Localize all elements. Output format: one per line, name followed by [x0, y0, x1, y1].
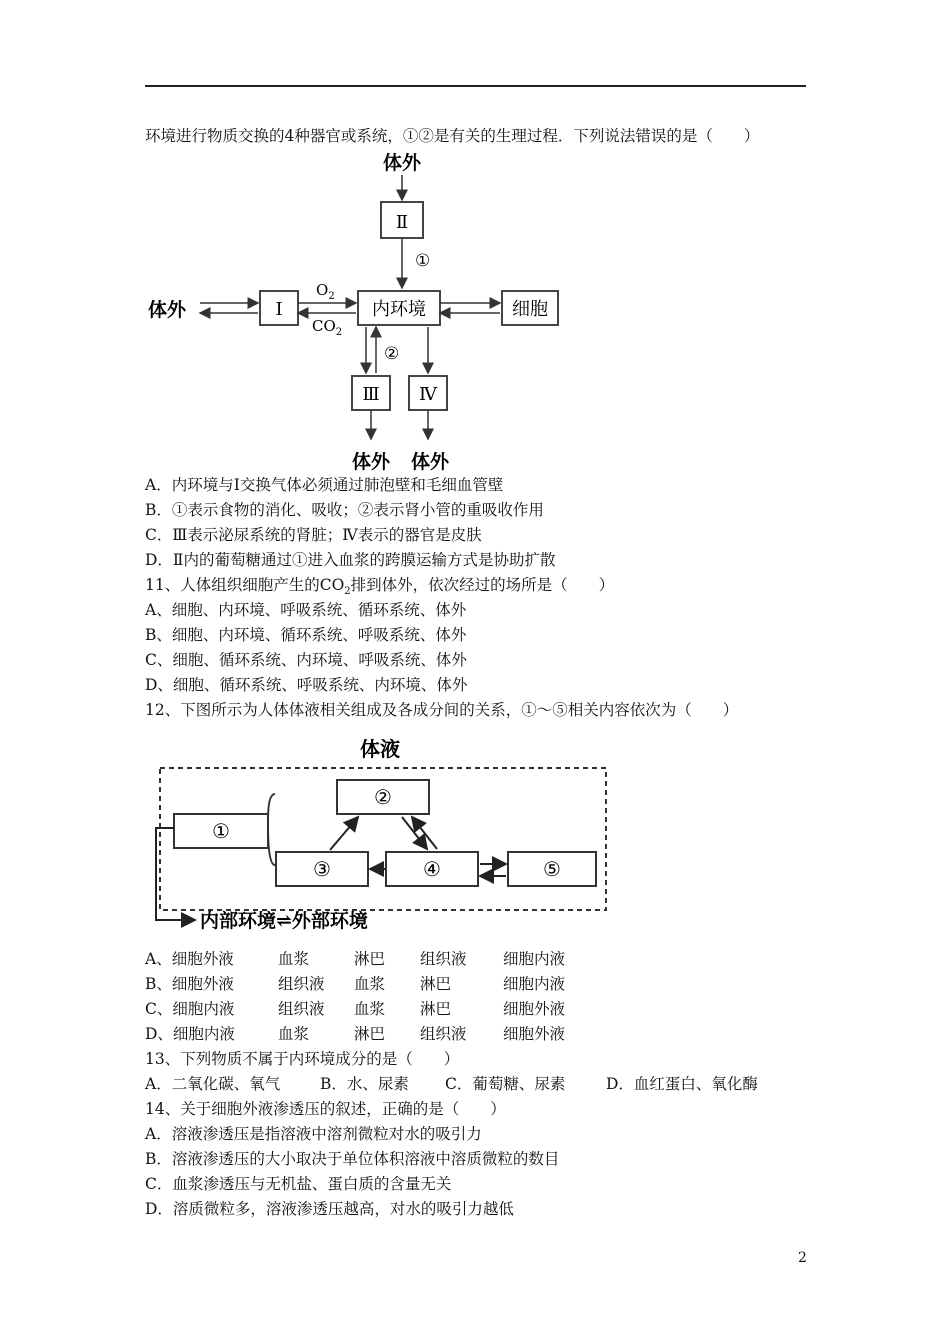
q13-stem: 13、下列物质不属于内环境成分的是（ ）	[145, 1050, 460, 1068]
page-number: 2	[798, 1250, 807, 1266]
q12-a-1: A、细胞外液	[145, 950, 234, 968]
q12-d-5: 细胞外液	[503, 1025, 566, 1043]
question-10-intro: 环境进行物质交换的4种器官或系统，①②是有关的生理过程．下列说法错误的是（ ）	[145, 127, 760, 145]
q11-option-d: D、细胞、循环系统、呼吸系统、内环境、体外	[145, 676, 468, 694]
q12-a-3: 淋巴	[354, 950, 386, 968]
q11-option-b: B、细胞、内环境、循环系统、呼吸系统、体外	[145, 626, 467, 644]
q11-option-c: C、细胞、循环系统、内环境、呼吸系统、体外	[145, 651, 467, 669]
q14-option-a: A．溶液渗透压是指溶液中溶剂微粒对水的吸引力	[145, 1125, 482, 1143]
q13-option-b: B．水、尿素	[320, 1075, 409, 1093]
q12-b-2: 组织液	[278, 975, 325, 993]
node-3-label: ③	[313, 857, 331, 881]
diagram-organ-systems	[140, 145, 580, 475]
q10-option-a: A．内环境与Ⅰ交换气体必须通过肺泡壁和毛细血管壁	[145, 476, 504, 494]
box-IV-label: Ⅳ	[419, 384, 437, 405]
co2-label: $CO_2$	[312, 317, 343, 338]
q13-option-c: C．葡萄糖、尿素	[445, 1075, 566, 1093]
process-2-label: ②	[384, 344, 400, 364]
q12-d-3: 淋巴	[354, 1025, 386, 1043]
q12-c-3: 血浆	[354, 1000, 386, 1018]
node-2-label: ②	[374, 785, 392, 809]
q13-option-d: D．血红蛋白、氧化酶	[606, 1075, 758, 1093]
header-rule	[145, 85, 806, 87]
xi-bao-label: 细胞	[512, 299, 548, 320]
box-I-label: Ⅰ	[275, 299, 283, 320]
brace	[268, 794, 275, 865]
q10-option-d: D．Ⅱ内的葡萄糖通过①进入血浆的跨膜运输方式是协助扩散	[145, 551, 556, 569]
q12-c-1: C、细胞内液	[145, 1000, 235, 1018]
q11-stem: 11、人体组织细胞产生的$CO_2$排到体外，依次经过的场所是（ ）	[145, 576, 615, 598]
nei-huan-jing-label: 内环境	[372, 299, 426, 320]
ti-wai-bottom-left: 体外	[351, 451, 391, 473]
q12-a-2: 血浆	[278, 950, 310, 968]
node-5-label: ⑤	[543, 857, 561, 881]
node-1-label: ①	[212, 819, 230, 843]
q12-c-2: 组织液	[278, 1000, 325, 1018]
q12-a-4: 组织液	[420, 950, 467, 968]
q12-c-5: 细胞外液	[503, 1000, 566, 1018]
q12-c-4: 淋巴	[420, 1000, 452, 1018]
ti-wai-top: 体外	[382, 152, 422, 174]
box-II-label: Ⅱ	[395, 212, 409, 233]
q14-option-b: B．溶液渗透压的大小取决于单位体积溶液中溶质微粒的数目	[145, 1150, 560, 1168]
q10-option-c: C．Ⅲ表示泌尿系统的肾脏；Ⅳ表示的器官是皮肤	[145, 526, 482, 544]
q12-a-5: 细胞内液	[503, 950, 566, 968]
ti-wai-left: 体外	[148, 299, 187, 321]
q12-d-2: 血浆	[278, 1025, 310, 1043]
q12-b-4: 淋巴	[420, 975, 452, 993]
process-1-label: ①	[415, 251, 431, 271]
diagram-body-fluids	[140, 730, 620, 940]
q12-b-1: B、细胞外液	[145, 975, 234, 993]
q10-option-b: B．①表示食物的消化、吸收；②表示肾小管的重吸收作用	[145, 501, 544, 519]
q12-d-4: 组织液	[420, 1025, 467, 1043]
ti-ye-title: 体液	[360, 737, 400, 761]
q12-b-5: 细胞内液	[503, 975, 566, 993]
q12-d-1: D、细胞内液	[145, 1025, 235, 1043]
q11-option-a: A、细胞、内环境、呼吸系统、循环系统、体外	[145, 601, 467, 619]
o2-label: $O_2$	[316, 281, 335, 302]
q12-b-3: 血浆	[354, 975, 386, 993]
box-III-label: Ⅲ	[362, 384, 380, 405]
node-4-label: ④	[423, 857, 441, 881]
q12-stem: 12、下图所示为人体体液相关组成及各成分间的关系，①～⑤相关内容依次为（ ）	[145, 701, 739, 719]
q14-stem: 14、关于细胞外液渗透压的叙述，正确的是（ ）	[145, 1100, 506, 1118]
q14-option-d: D．溶质微粒多，溶液渗透压越高，对水的吸引力越低	[145, 1200, 514, 1218]
q14-option-c: C．血浆渗透压与无机盐、蛋白质的含量无关	[145, 1175, 452, 1193]
ti-wai-bottom-right: 体外	[410, 451, 450, 473]
environment-footer: 内部环境⇌外部环境	[200, 910, 368, 932]
q13-option-a: A．二氧化碳、氧气	[145, 1075, 281, 1093]
